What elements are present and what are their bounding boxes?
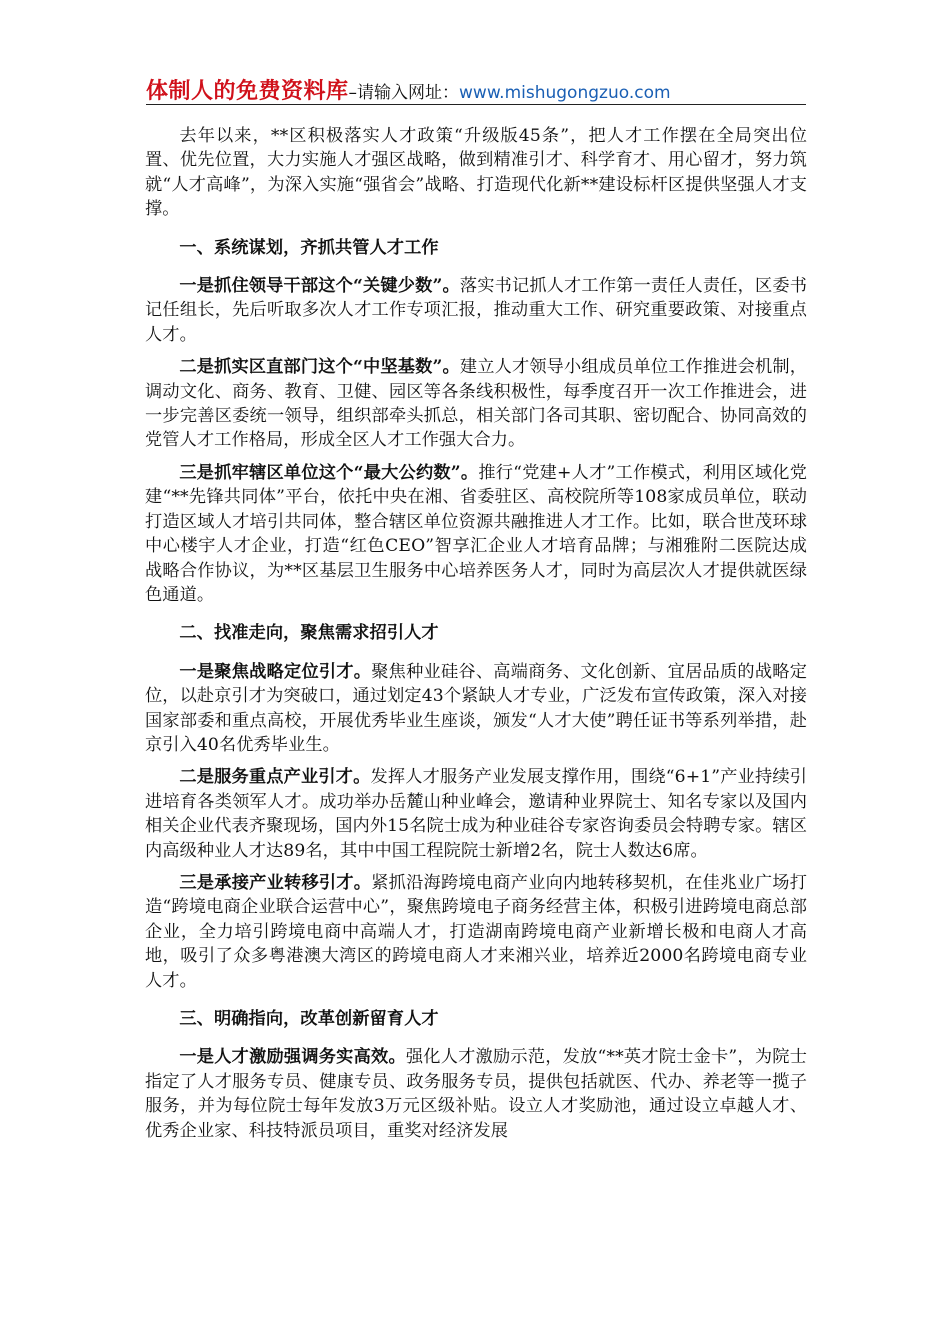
site-header-banner [146,74,806,105]
site-url-link[interactable]: www.mishugongzuo.com [459,83,671,103]
paragraph-lead: 三是承接产业转移引才。 [179,872,372,893]
paragraph-1-3: 三是抓牢辖区单位这个“最大公约数”。推行“党建+人才”工作模式，利用区域化党建“**先锋共同体”平台，依托中央在湘、省委驻区、高校院所等108家成员单位，联动打造区域人才培引共同体，整合辖区单位资源共融推进人才工作。比如，联合世茂环球中心楼宇人才企业，打造“红色CEO”智享汇企业人才培育品牌；与湘雅附二医院达成战略合作协议，为**区基层卫生服务中心培养医务人才，同时为高层次人才提供就医绿色通道。 [145,462,808,605]
brand-title: 体制人的免费资料库 [146,79,349,104]
document-body [145,124,807,1151]
paragraph-2-3: 三是承接产业转移引才。紧抓沿海跨境电商产业向内地转移契机，在佳兆业广场打造“跨境电商企业联合运营中心”，聚焦跨境电子商务经营主体，积极引进跨境电商总部企业，全力培引跨境电商中高端人才，打造湖南跨境电商产业新增长极和电商人才高地，吸引了众多粤港澳大湾区的跨境电商人才来湘兴业，培养近2000名跨境电商专业人才。 [145,872,807,991]
paragraph-3-1: 一是人才激励强调务实高效。强化人才激励示范，发放“**英才院士金卡”，为院士指定了人才服务专员、健康专员、政务服务专员，提供包括就医、代办、养老等一揽子服务，并为每位院士每年发放3万元区级补贴。设立人才奖励池，通过设立卓越人才、优秀企业家、科技特派员项目，重奖对经济发展 [145,1047,807,1141]
intro-paragraph: 去年以来，**区积极落实人才政策“升级版45条”，把人才工作摆在全局突出位置、优先位置，大力实施人才强区战略，做到精准引才、科学育才、用心留才，努力筑就“人才高峰”，为深入实施“强省会”战略、打造现代化新**建设标杆区提供坚强人才支撑。 [145,126,807,220]
section-heading-2: 二、找准走向，聚焦需求招引人才 [179,623,439,644]
paragraph-lead: 二是服务重点产业引才。 [179,767,371,788]
paragraph-lead: 三是抓牢辖区单位这个“最大公约数”。 [179,462,479,483]
paragraph-1-1: 一是抓住领导干部这个“关键少数”。落实书记抓人才工作第一责任人责任，区委书记任组长，先后听取多次人才工作专项汇报，推动重大工作、研究重要政策、对接重点人才。 [145,276,807,345]
section-heading-1: 一、系统谋划，齐抓共管人才工作 [179,237,439,258]
paragraph-lead: 一是聚焦战略定位引才。 [179,661,372,682]
paragraph-lead: 二是抓实区直部门这个“中坚基数”。 [179,357,460,378]
paragraph-lead: 一是抓住领导干部这个“关键少数”。 [179,276,460,297]
section-heading-3: 三、明确指向，改革创新留育人才 [179,1009,439,1029]
paragraph-2-1: 一是聚焦战略定位引才。聚焦种业硅谷、高端商务、文化创新、宜居品质的战略定位，以赴京引才为突破口，通过划定43个紧缺人才专业，广泛发布宣传政策，深入对接国家部委和重点高校，开展优秀毕业生座谈，颁发“人才大使”聘任证书等系列举措，赴京引入40名优秀毕业生。 [145,661,807,755]
paragraph-1-2: 二是抓实区直部门这个“中坚基数”。建立人才领导小组成员单位工作推进会机制，调动文化、商务、教育、卫健、园区等各条线积极性，每季度召开一次工作推进会，进一步完善区委统一领导，组织部牵头抓总，相关部门各司其职、密切配合、协同高效的党管人才工作格局，形成全区人才工作强大合力。 [145,357,807,451]
url-prompt: –请输入网址： [348,83,460,103]
paragraph-2-2: 二是服务重点产业引才。发挥人才服务产业发展支撑作用，围绕“6+1”产业持续引进培育各类领军人才。成功举办岳麓山种业峰会，邀请种业界院士、知名专家以及国内相关企业代表齐聚现场，国内外15名院士成为种业硅谷专家咨询委员会特聘专家。辖区内高级种业人才达89名，其中中国工程院院士新增2名，院士人数达6席。 [145,767,807,861]
paragraph-lead: 一是人才激励强调务实高效。 [179,1047,406,1068]
